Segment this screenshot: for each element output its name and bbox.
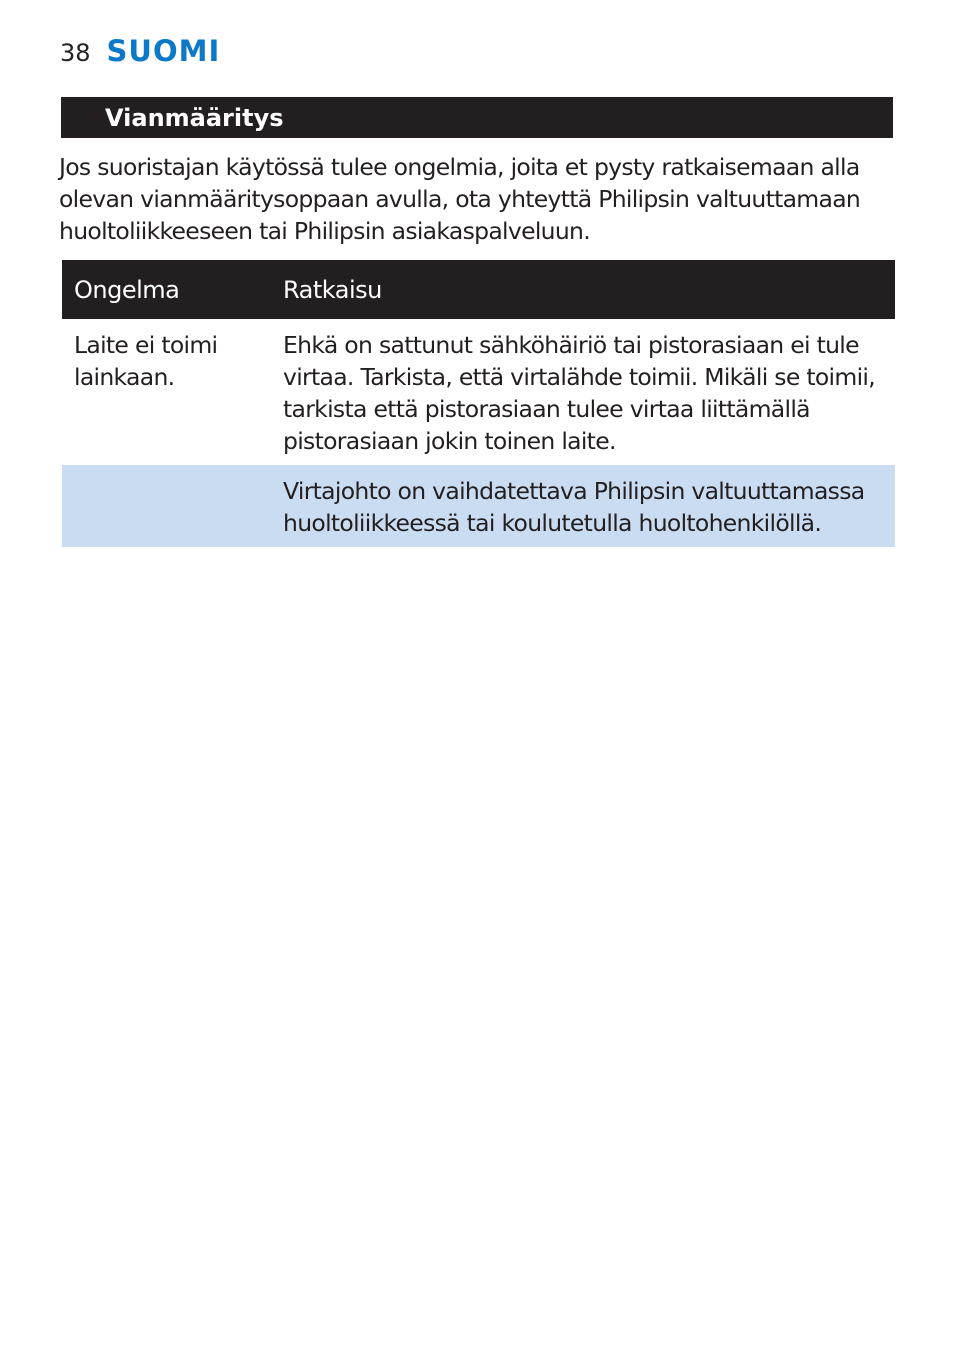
language-title: SUOMI [106,34,221,68]
page-number: 38 [60,39,91,67]
table-row [62,319,895,465]
section-title: Vianmääritys [105,103,284,132]
section-bar [61,97,893,138]
intro-paragraph: Jos suoristajan käytössä tulee ongelmia, joita et pysty ratkaisemaan alla olevan vianmääritysoppaan avulla, ota yhteyttä Philipsin valtuuttamaan huoltoliikkeeseen tai Philipsin asiakaspalveluun. [59,153,861,245]
solution-cell: Ehkä on sattunut sähköhäiriö tai pistorasiaan ei tule virtaa. Tarkista, että virtalähde toimii. Mikäli se toimii, tarkista että pistorasiaan tulee virtaa liittämällä pistorasiaan jokin toinen laite. [283,331,876,455]
troubleshooting-table [62,260,895,547]
page-header [60,34,220,74]
problem-cell: Laite ei toimi lainkaan. [74,331,218,391]
table-header-row [62,260,895,319]
table-row [62,465,895,547]
solution-cell: Virtajohto on vaihdatettava Philipsin valtuuttamassa huoltoliikkeessä tai koulutetulla huoltohenkilöllä. [271,465,895,547]
problem-cell [62,465,271,547]
column-header-solution: Ratkaisu [271,260,895,319]
column-header-problem: Ongelma [62,260,271,319]
